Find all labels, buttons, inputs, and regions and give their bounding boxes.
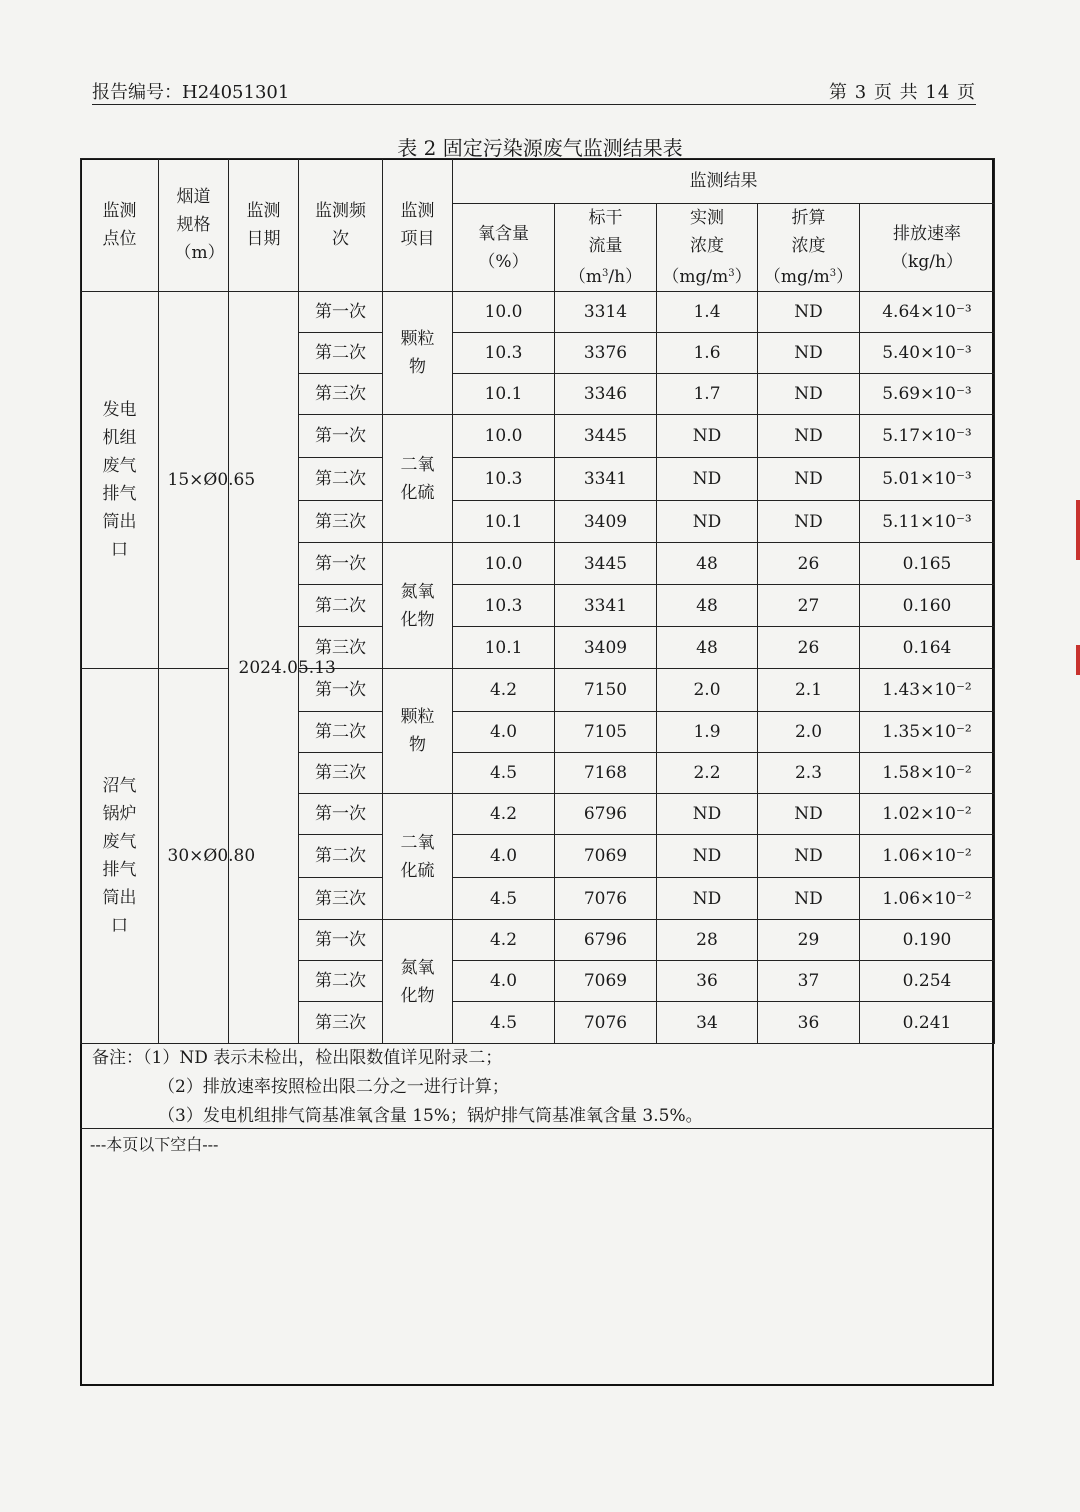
cell-rate: 0.164 (860, 627, 995, 669)
cell-item: 颗粒物 (383, 669, 453, 794)
cell-oxygen: 4.5 (453, 878, 555, 920)
cell-actual: ND (657, 501, 758, 543)
cell-actual: 36 (657, 961, 758, 1002)
cell-flow: 7069 (555, 835, 657, 878)
cell-flow: 7076 (555, 1002, 657, 1044)
cell-conv: 2.0 (758, 712, 860, 753)
cell-conv: 37 (758, 961, 860, 1002)
note-1: （1）ND 表示未检出，检出限数值详见附录二； (143, 1048, 503, 1068)
cell-actual: 34 (657, 1002, 758, 1044)
cell-actual: ND (657, 415, 758, 458)
cell-flow: 7168 (555, 753, 657, 794)
table-title: 表 2 固定污染源废气监测结果表 (397, 136, 683, 160)
cell-freq: 第二次 (299, 961, 383, 1002)
edge-stamp-mark (1076, 500, 1080, 560)
cell-rate: 0.254 (860, 961, 995, 1002)
blank-notice: ---本页以下空白--- (90, 1135, 219, 1154)
cell-actual: 1.9 (657, 712, 758, 753)
cell-actual: ND (657, 878, 758, 920)
cell-flow: 3341 (555, 585, 657, 627)
cell-actual: 2.2 (657, 753, 758, 794)
cell-rate: 5.69×10⁻³ (860, 374, 995, 415)
cell-rate: 1.06×10⁻² (860, 878, 995, 920)
col-header-oxygen: 氧含量（%） (453, 204, 555, 292)
col-header-flow: 标干流量 $(m^3/h)$ (555, 204, 657, 292)
cell-freq: 第一次 (299, 794, 383, 835)
cell-flow: 7150 (555, 669, 657, 712)
cell-conv: ND (758, 333, 860, 374)
cell-oxygen: 4.5 (453, 753, 555, 794)
notes-label: 备注： (92, 1048, 143, 1068)
cell-item: 二氧化硫 (383, 415, 453, 543)
cell-flow: 3445 (555, 543, 657, 585)
cell-freq: 第二次 (299, 458, 383, 501)
cell-freq: 第三次 (299, 627, 383, 669)
cell-actual: 28 (657, 920, 758, 961)
cell-freq: 第二次 (299, 835, 383, 878)
cell-flow: 6796 (555, 794, 657, 835)
col-header-rate: 排放速率（kg/h） (860, 204, 995, 292)
cell-rate: 0.190 (860, 920, 995, 961)
cell-rate: 5.40×10⁻³ (860, 333, 995, 374)
cell-date: 2024.05.13 (229, 292, 299, 1044)
cell-freq: 第一次 (299, 543, 383, 585)
cell-actual: 2.0 (657, 669, 758, 712)
cell-oxygen: 10.3 (453, 585, 555, 627)
notes (92, 1044, 703, 1131)
cell-freq: 第三次 (299, 374, 383, 415)
cell-rate: 5.11×10⁻³ (860, 501, 995, 543)
cell-oxygen: 4.2 (453, 920, 555, 961)
cell-flue: 15×Ø0.65 (159, 292, 229, 669)
cell-point: 沼气锅炉废气排气筒出口 (81, 669, 159, 1044)
cell-actual: 1.7 (657, 374, 758, 415)
cell-oxygen: 4.2 (453, 669, 555, 712)
note-2: （2）排放速率按照检出限二分之一进行计算； (158, 1077, 509, 1097)
cell-conv: 26 (758, 543, 860, 585)
cell-oxygen: 10.0 (453, 543, 555, 585)
report-number: 报告编号：H24051301 (92, 82, 290, 103)
table-row (81, 669, 995, 712)
results-table (80, 158, 995, 1044)
col-header-date: 监测日期 (229, 159, 299, 292)
cell-conv: 2.1 (758, 669, 860, 712)
cell-rate: 4.64×10⁻³ (860, 292, 995, 333)
cell-conv: ND (758, 878, 860, 920)
cell-flow: 3346 (555, 374, 657, 415)
cell-freq: 第二次 (299, 712, 383, 753)
col-header-item: 监测项目 (383, 159, 453, 292)
cell-flow: 3409 (555, 627, 657, 669)
cell-conv: ND (758, 415, 860, 458)
note-3: （3）发电机组排气筒基准氧含量 15%；锅炉排气筒基准氧含量 3.5%。 (158, 1106, 703, 1126)
cell-oxygen: 10.3 (453, 458, 555, 501)
cell-conv: 2.3 (758, 753, 860, 794)
cell-rate: 1.02×10⁻² (860, 794, 995, 835)
cell-flow: 7105 (555, 712, 657, 753)
cell-item: 氮氧化物 (383, 920, 453, 1044)
cell-conv: ND (758, 292, 860, 333)
table-row (81, 292, 995, 333)
cell-flow: 3341 (555, 458, 657, 501)
cell-conv: 26 (758, 627, 860, 669)
cell-flow: 7069 (555, 961, 657, 1002)
cell-rate: 5.01×10⁻³ (860, 458, 995, 501)
cell-freq: 第一次 (299, 669, 383, 712)
cell-conv: ND (758, 374, 860, 415)
col-header-freq: 监测频次 (299, 159, 383, 292)
cell-flow: 3314 (555, 292, 657, 333)
cell-oxygen: 10.3 (453, 333, 555, 374)
cell-actual: 48 (657, 585, 758, 627)
blank-separator (80, 1128, 994, 1129)
col-header-point: 监测点位 (81, 159, 159, 292)
cell-oxygen: 4.0 (453, 961, 555, 1002)
cell-conv: 27 (758, 585, 860, 627)
cell-actual: 1.4 (657, 292, 758, 333)
cell-rate: 0.160 (860, 585, 995, 627)
cell-actual: 48 (657, 543, 758, 585)
cell-point: 发电机组废气排气筒出口 (81, 292, 159, 669)
cell-oxygen: 4.2 (453, 794, 555, 835)
cell-item: 氮氧化物 (383, 543, 453, 669)
cell-rate: 5.17×10⁻³ (860, 415, 995, 458)
cell-freq: 第三次 (299, 1002, 383, 1044)
cell-actual: ND (657, 835, 758, 878)
cell-freq: 第一次 (299, 415, 383, 458)
col-header-flue: 烟道规格（m） (159, 159, 229, 292)
cell-rate: 1.58×10⁻² (860, 753, 995, 794)
cell-freq: 第三次 (299, 878, 383, 920)
cell-rate: 0.241 (860, 1002, 995, 1044)
page-header (92, 78, 976, 105)
cell-item: 二氧化硫 (383, 794, 453, 920)
cell-rate: 0.165 (860, 543, 995, 585)
cell-oxygen: 4.0 (453, 712, 555, 753)
cell-actual: 1.6 (657, 333, 758, 374)
cell-freq: 第一次 (299, 920, 383, 961)
cell-actual: ND (657, 458, 758, 501)
cell-oxygen: 10.1 (453, 374, 555, 415)
cell-oxygen: 10.0 (453, 292, 555, 333)
edge-stamp-mark (1076, 645, 1080, 675)
cell-conv: ND (758, 501, 860, 543)
cell-freq: 第三次 (299, 501, 383, 543)
cell-item: 颗粒物 (383, 292, 453, 415)
cell-oxygen: 10.1 (453, 501, 555, 543)
cell-oxygen: 10.0 (453, 415, 555, 458)
cell-flow: 3376 (555, 333, 657, 374)
cell-rate: 1.43×10⁻² (860, 669, 995, 712)
cell-conv: ND (758, 458, 860, 501)
cell-conv: ND (758, 794, 860, 835)
cell-freq: 第二次 (299, 585, 383, 627)
cell-flow: 3409 (555, 501, 657, 543)
cell-actual: ND (657, 794, 758, 835)
cell-flow: 7076 (555, 878, 657, 920)
cell-freq: 第三次 (299, 753, 383, 794)
cell-flow: 6796 (555, 920, 657, 961)
col-header-results: 监测结果 (453, 159, 995, 204)
cell-conv: ND (758, 835, 860, 878)
cell-oxygen: 10.1 (453, 627, 555, 669)
cell-freq: 第一次 (299, 292, 383, 333)
cell-flow: 3445 (555, 415, 657, 458)
cell-conv: 36 (758, 1002, 860, 1044)
cell-rate: 1.06×10⁻² (860, 835, 995, 878)
cell-conv: 29 (758, 920, 860, 961)
col-header-conv: 折算浓度 $(mg/m^3)$ (758, 204, 860, 292)
cell-oxygen: 4.0 (453, 835, 555, 878)
cell-oxygen: 4.5 (453, 1002, 555, 1044)
col-header-actual: 实测浓度 $(mg/m^3)$ (657, 204, 758, 292)
cell-actual: 48 (657, 627, 758, 669)
cell-freq: 第二次 (299, 333, 383, 374)
cell-flue: 30×Ø0.80 (159, 669, 229, 1044)
page-info: 第 3 页 共 14 页 (829, 82, 976, 103)
cell-rate: 1.35×10⁻² (860, 712, 995, 753)
